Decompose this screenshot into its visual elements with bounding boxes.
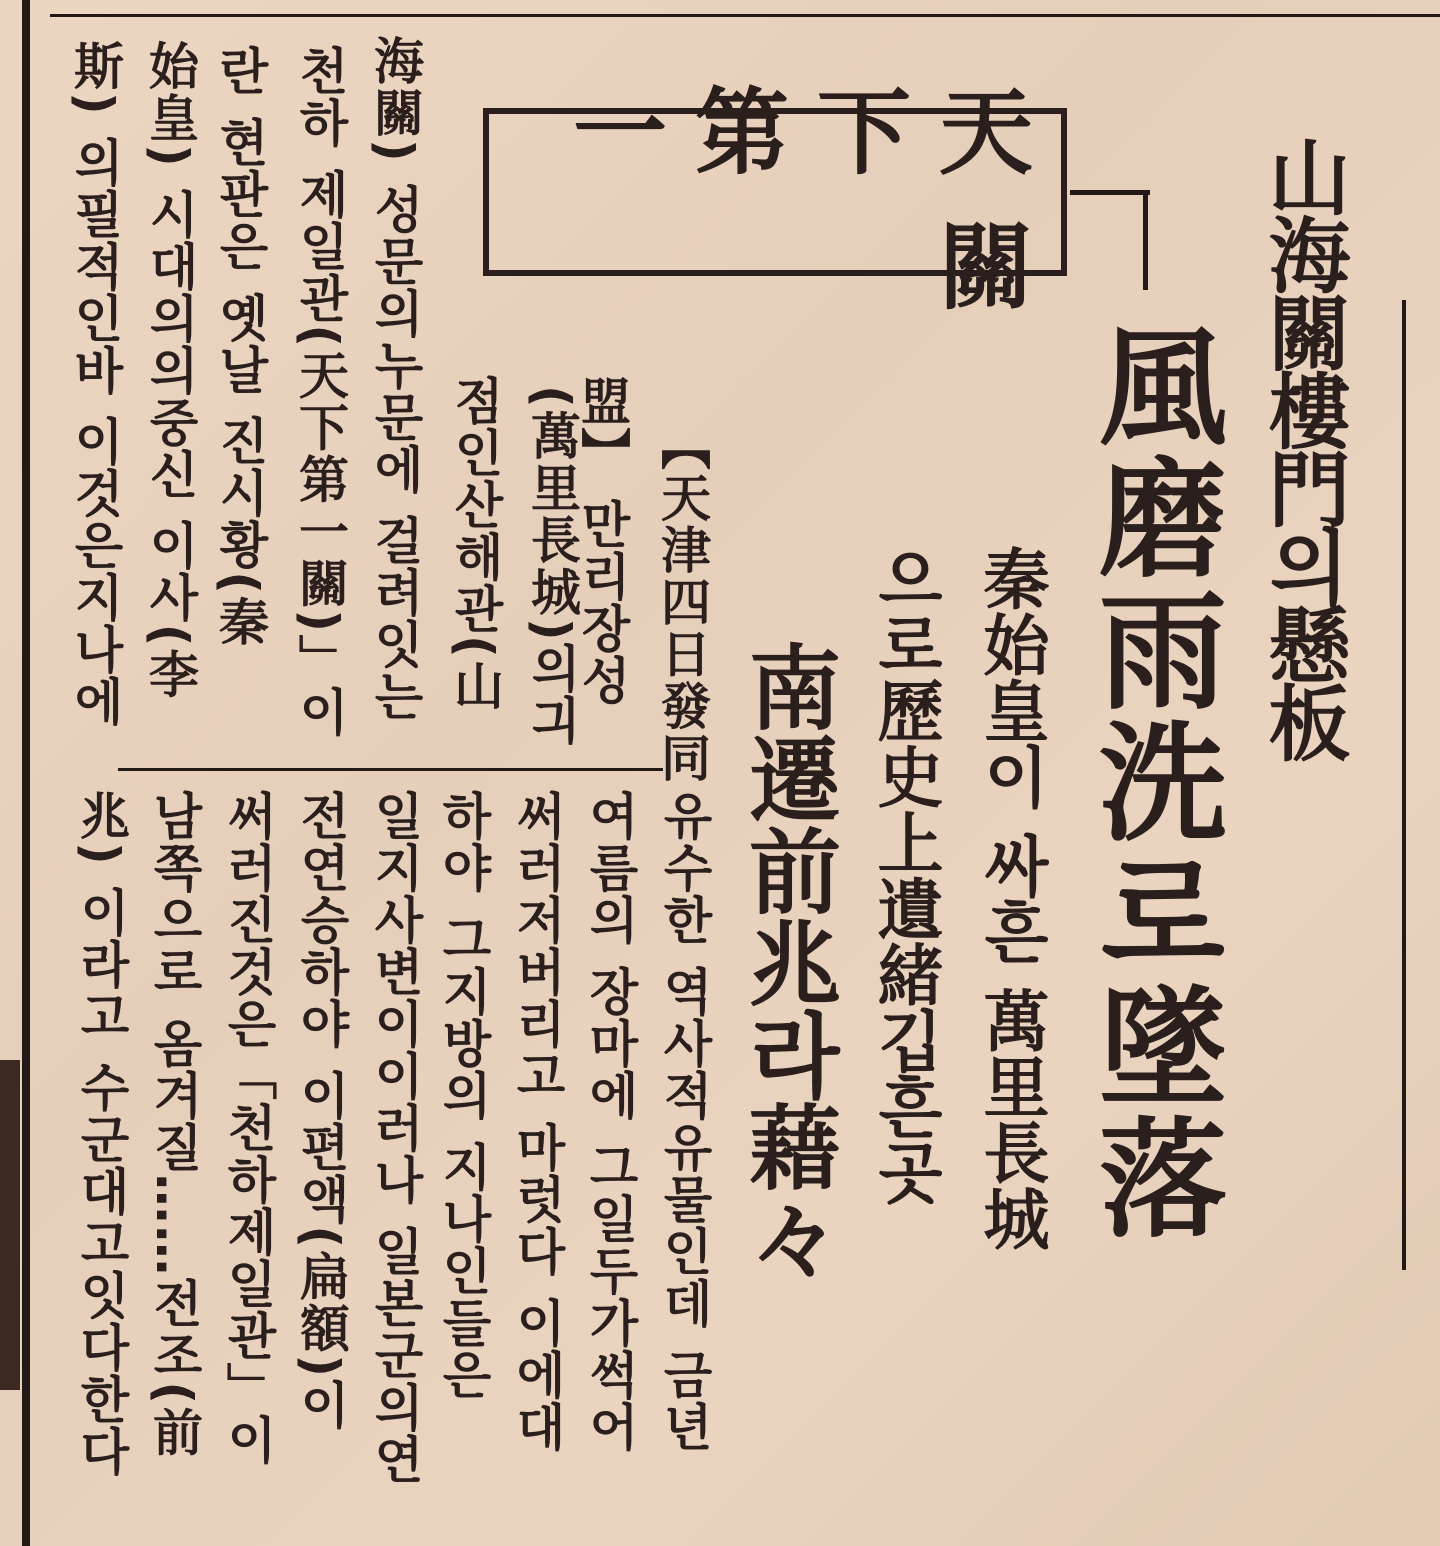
body-column: 兆) 이라고 수군대고잇다한다	[72, 790, 130, 1478]
body-column: 【天津四日發同	[653, 420, 711, 784]
left-edge-dark-block	[0, 1060, 20, 1390]
subheadline-3: 南遷前兆라藉々	[734, 640, 842, 1284]
side-headline: 山海關樓門의懸板	[1255, 135, 1351, 759]
boxed-caption-text: 天下第一關	[572, 78, 1061, 323]
body-column: 란 현판은 옛날 진시황(秦	[211, 45, 269, 649]
main-headline: 風磨雨洗로墜落	[1077, 320, 1227, 1244]
body-column: 하야 그지방의 지나인들은	[434, 790, 492, 1401]
body-column: 써러저버리고 마럿다 이에대	[508, 790, 566, 1453]
box-connector-v	[1143, 190, 1148, 290]
left-border-rule	[22, 0, 30, 1546]
body-column: 海關) 성문의누문에 걸려잇는	[366, 35, 424, 723]
body-column: (萬里長城)의긔	[523, 385, 581, 747]
boxed-caption	[483, 78, 1067, 323]
body-column: 일지사변이이러나 일본군의연	[366, 790, 424, 1486]
body-column: 천하 제일관(天下第一關)」이	[291, 45, 349, 739]
body-column: 전연승하야 이편액(扁額)이	[292, 790, 350, 1432]
subheadline-2: 으로歷史上遺緒깁흔곳	[866, 545, 944, 1205]
body-column: 여름의 장마에 그일두가썩어	[581, 790, 639, 1453]
subheadline-1: 秦始皇이 싸흔 萬里長城	[972, 545, 1050, 1251]
body-column: 유수한 역사적유물인데 금년	[655, 790, 713, 1453]
body-column: 斯) 의필적인바 이것은지나에	[66, 40, 124, 728]
headline-side-rule	[1402, 300, 1406, 1270]
box-connector-h	[1070, 190, 1150, 195]
section-divider	[118, 768, 663, 771]
body-column: 남쪽으로 옴겨질……전조(前	[145, 790, 203, 1459]
body-column: 盟】 만리장성	[573, 375, 631, 707]
body-column: 써러진것은「천하제일관」이	[219, 790, 277, 1466]
top-rule	[50, 14, 1440, 17]
body-column: 점인산해관(山	[446, 375, 504, 712]
body-column: 始皇) 시대의의중신 이사(李	[141, 40, 199, 701]
